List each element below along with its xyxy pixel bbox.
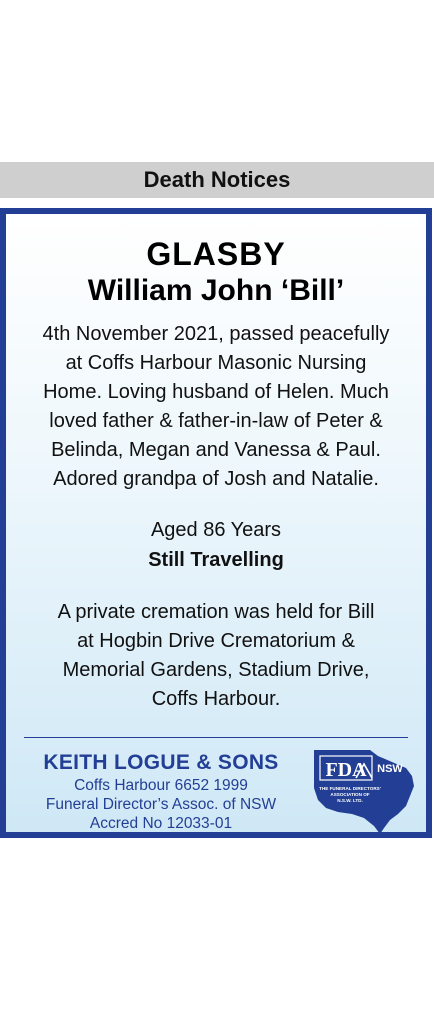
logo-line: ASSOCIATION OF [330, 792, 370, 797]
logo-mark: FDA [325, 759, 367, 781]
deceased-full-name: William John ‘Bill’ [87, 274, 345, 307]
notice-line: at Coffs Harbour Masonic Nursing [65, 352, 367, 374]
death-notice-card [0, 208, 432, 838]
logo-state: NSW [377, 763, 403, 775]
funeral-director-name: KEITH LOGUE & SONS [43, 751, 279, 774]
notice-line: Adored grandpa of Josh and Natalie. [53, 468, 379, 490]
fda-nsw-logo [312, 748, 416, 834]
logo-line: N.S.W. LTD. [337, 798, 363, 803]
funeral-director-block [20, 750, 302, 833]
footer-divider [24, 737, 408, 738]
funeral-director-accreditation: Accred No 12033-01 [89, 815, 233, 832]
notice-line: at Hogbin Drive Crematorium & [77, 630, 355, 652]
notice-paragraph-details [12, 320, 420, 494]
age-line: Aged 86 Years [150, 519, 282, 541]
notice-line: loved father & father-in-law of Peter & [49, 410, 383, 432]
section-header [0, 162, 434, 198]
notice-line: Belinda, Megan and Vanessa & Paul. [51, 439, 381, 461]
notice-line: Coffs Harbour. [151, 688, 281, 710]
notice-line: Memorial Gardens, Stadium Drive, [62, 659, 370, 681]
funeral-director-association: Funeral Director’s Assoc. of NSW [45, 796, 277, 813]
funeral-director-phone: Coffs Harbour 6652 1999 [74, 777, 248, 794]
notice-line: 4th November 2021, passed peacefully [42, 323, 390, 345]
notice-line: Home. Loving husband of Helen. Much [43, 381, 389, 403]
logo-line: THE FUNERAL DIRECTORS' [319, 786, 381, 791]
notice-line: A private cremation was held for Bill [57, 601, 375, 623]
deceased-surname: GLASBY [146, 236, 286, 272]
tagline: Still Travelling [148, 549, 284, 571]
section-title: Death Notices [143, 167, 291, 192]
notice-paragraph-cremation [12, 598, 420, 714]
